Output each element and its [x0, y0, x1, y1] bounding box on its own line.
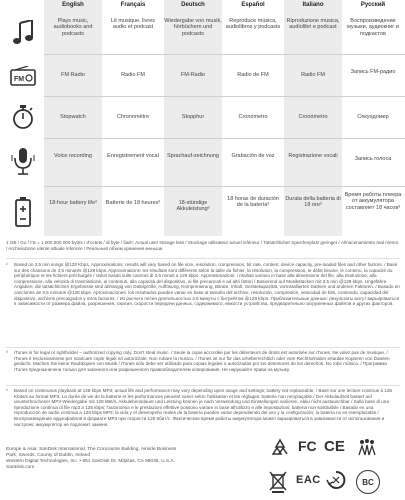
- footnote-text: 1 GB / Go / ГБ = 1.000.000.000 bytes / d'octets / di byte / байт. Actual user storage less / Stockage utilisateur actuel inférieur / Tatsächlicher Speicherplatz geringer / Almacenamiento real menor / Archiviazione utente attuale inferiore / Реальный объем хранения меньше.: [6, 240, 399, 251]
- music-note-icon: [6, 14, 40, 52]
- bc-label: BC: [362, 477, 374, 487]
- svg-text:FM: FM: [14, 76, 25, 83]
- fcc-label: FC: [298, 438, 317, 454]
- cell-music-fr: Lit musique, livres audio et podcast: [110, 18, 156, 31]
- cell-radio-de: FM-Radio: [180, 72, 206, 78]
- weee-bin-icon: [268, 470, 288, 499]
- cell-stopwatch-es: Cronómetro: [238, 114, 268, 120]
- cell-battery-en: 18-hour battery life³: [49, 200, 97, 206]
- header-espanol: Español: [241, 2, 265, 8]
- cell-radio-es: Radio de FM: [237, 72, 269, 78]
- footnote-mark: ³: [6, 388, 8, 393]
- header-italiano: Italiano: [302, 2, 324, 8]
- cell-radio-ru: Запись FM-радио: [350, 69, 396, 75]
- footnote-text: iTunes is for legal or rightholder – authorized copying only. Don't steal music. / Seule la copie accordée par les détenteurs de droits est autorisée sur iTunes. Ne volez pas de musique. / iTunes è esclusivamente per scaricare copie legali ed autorizzate. Non rubare la musica. / iTunes ist nur für das urheberrechtlich oder vom Rechtsinhaber erlaubte Kopieren von Dateien gedacht. Machen Sie keine Raubkopien von Musik / iTunes sólo debe ser utilizado para copias legales o autorizadas por los detentores de los derechos. No robe música. / Программа iTunes предназначена только для законного или разрешенного правообладателем копирования. Не нарушайте права на музыку.: [14, 350, 390, 372]
- eac-icon: [296, 474, 321, 486]
- cell-music-ru: Воспроизведение музыки, аудиокниг и подкастов: [347, 18, 399, 37]
- footnote-itunes: [6, 350, 400, 372]
- cell-stopwatch-de: Stopphur: [181, 114, 205, 120]
- footnote-text: Based on 3.5 min songs @128 Kbps. Approximations: results will vary based on file size, resolution, compression, bit rate, content, device capacity, pre-loaded files and other factors. / Basé sur des chansons de 3,5 minutes @128 kbps. Approximations: les résultats sont différents selon la taille du fichier, la résolution, la compression, le débit binaire, le contenu, la capacité du périphérique et les fichiers préchargés / Valori basati sulle canzoni di 3,5 minuti a 128 kbps. Approssimazioni: i risultati variano in base alla dimensione del file, alla risoluzione, alla compressione, alla velocità di trasmissione, ai contenuti, alla capacità del dispositivo, ai file precaricati e ad altri fattori / Basierend auf Musikstücken mit 3,5 min @128 kbps. Ungefähre Angaben: die tatsächlichen Ergebnisse sind abhängig von Dateigröße, Auflösung, Komprimierung, Bitrate, Inhalt, Gerätekapazität, vorinstallierten Dateien und anderen Faktoren. / Basado en canciones de 3,5 minutos @128 kbps. Aproximaciones: los resultados pueden variar en base al tamaño del archivo, resolución, compresión, velocidad de bits, contenido, capacidad del dispositivo, archivos precargados y otros factores. / Из расчета песен длительностью 3,5 минуты с битрейтом @128 kbps. Приблизительные данные: результаты могут варьироваться в зависимости от размера файла, разрешения, сжатия, скорости передачи данных, содержимого, емкости устройства, предварительно загруженных файлов и других факторов.: [14, 262, 400, 307]
- footnote-battery: [6, 388, 400, 427]
- cell-battery-de: 18-stündige Akkuleistung³: [176, 200, 210, 213]
- cell-battery-it: Durata della batteria di 18 ore³: [285, 196, 341, 209]
- cell-voice-it: Registrazione vocali: [288, 153, 338, 159]
- cell-music-it: Riproduzione musica, audiolibri e podcast: [286, 18, 340, 31]
- cell-radio-fr: Radio FM: [121, 72, 145, 78]
- cell-music-es: Reproduce música, audiolibros y podcasts: [225, 18, 281, 31]
- microphone-icon: [6, 142, 40, 182]
- footnote-storage: [6, 240, 400, 251]
- row-divider: [44, 186, 405, 187]
- cell-voice-ru: Запись голоса: [354, 156, 392, 162]
- cell-stopwatch-it: Cronómetro: [298, 114, 328, 120]
- notes-divider: [6, 385, 400, 386]
- footer-line: Europe & Asia: SanDisk International, The Concourse Building, Airside Business Park, Swords, County of Dublin, Ireland: [6, 447, 177, 458]
- feature-table: [0, 0, 405, 238]
- ce-label: CE: [324, 438, 345, 455]
- triman-icon: [356, 437, 378, 462]
- cell-voice-es: Grabación de voz: [231, 153, 275, 159]
- header-deutsch: Deutsch: [181, 2, 205, 8]
- cell-battery-fr: Batterie de 18 heures³: [105, 200, 161, 206]
- footer-address: [6, 447, 186, 471]
- fm-radio-icon: [6, 60, 40, 92]
- battery-icon: [6, 192, 40, 232]
- notes-divider: [6, 347, 400, 348]
- cell-battery-es: 18 horas de duración de la batería³: [227, 196, 279, 209]
- header-russian: Русский: [360, 2, 386, 8]
- stopwatch-icon: [6, 100, 40, 134]
- cell-music-de: Wiedergabe von musik, hörbüchern und podcasts: [164, 18, 222, 37]
- cell-music-en: Plays music, audiobooks and podcasts: [53, 18, 93, 37]
- footnote-songs: [6, 262, 400, 307]
- footnote-text: Based on continuous playback at 128 kbps MP3; actual life and performance may vary depending upon usage and settings; battery not replaceable. / Basé sur une lecture continue à 128 Kbits/s au format MP3. La durée de vie de la batterie et les performances peuvent varier selon l'utilisation et les réglages, batterie non remplaçable / Der Akkulaufzeit basiert auf ununterbrochener MP3-Wiedergabe mit 128 kBit/s. Akkulebensdauer und Leistung können je nach Verwendung und Einstellungen variieren. Akku nicht austauschbar / Sulla base di una riproduzione continua di file mp3 a 128 kbps; l'autonomia e le prestazioni effettive possono variare in base all'utilizzo e alle impostazioni; batteria non sostituibile / Basado en una reproducción de audio continua a 128 kbps MP3; la vida y el desempeño reales de la batería pueden variar dependiendo del uso y la configuración; la batería no es reemplazable / Воспроизведение аудиофайлов в формате MP3 при скорости 128 Кбит/с. Фактическое время работы аккумулятора может варьироваться в зависимости от использования и настроек; аккумулятор не подлежит замене.: [14, 388, 392, 427]
- cell-battery-ru: Время работы плеера от аккумулятора составляет 18 часов³: [344, 192, 402, 211]
- cell-stopwatch-fr: Chronomètre: [116, 114, 150, 120]
- mobius-loop-icon: [326, 470, 346, 495]
- eac-label: EAC: [296, 474, 321, 486]
- ce-mark-icon: [324, 438, 345, 455]
- footer-line: Western Digital Technologies, Inc. • 951 SanDisk Dr. Milpitas, CA 95035, U.S.A. SanDisk.com: [6, 459, 175, 470]
- row-divider: [44, 96, 405, 97]
- cell-stopwatch-en: Stopwatch: [60, 114, 86, 120]
- header-english: English: [62, 2, 84, 8]
- bc-icon: [356, 470, 380, 494]
- footnote-mark: ³: [6, 350, 8, 355]
- header-francais: Français: [120, 2, 146, 8]
- footnote-mark: ²: [6, 262, 8, 267]
- cell-voice-en: Voice recording: [54, 153, 92, 159]
- cell-voice-fr: Enregistrement vocal: [107, 153, 159, 159]
- cell-radio-it: Radio FM: [301, 72, 325, 78]
- cell-stopwatch-ru: Секундомер: [357, 114, 389, 120]
- recycle-icon: [270, 438, 290, 463]
- row-divider: [44, 54, 405, 55]
- cell-radio-en: FM Radio: [61, 72, 85, 78]
- fcc-icon: [298, 438, 317, 454]
- notes-divider: [6, 258, 400, 259]
- row-divider: [44, 138, 405, 139]
- cell-voice-de: Sprachauf-zeichnung: [167, 153, 219, 159]
